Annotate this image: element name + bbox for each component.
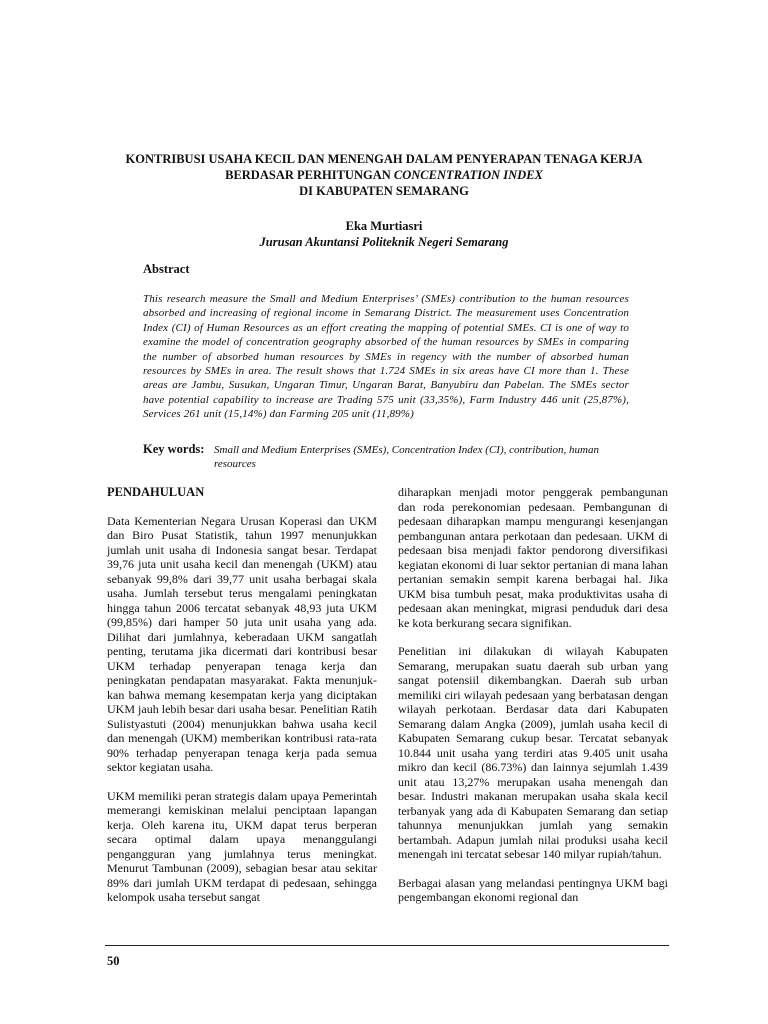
title-line-1: KONTRIBUSI USAHA KECIL DAN MENENGAH DALAM PENYERAPAN TENAGA KERJA <box>125 152 643 166</box>
left-column <box>107 485 377 919</box>
abstract-heading: Abstract <box>143 262 190 276</box>
right-column <box>398 485 668 919</box>
keywords-text: Small and Medium Enterprises (SMEs), Concentration Index (CI), contribution, human resources <box>214 444 599 470</box>
author-affiliation: Jurusan Akuntansi Politeknik Negeri Semarang <box>259 235 509 249</box>
title-line-3: DI KABUPATEN SEMARANG <box>299 184 469 198</box>
body-paragraph: Data Kementerian Negara Urusan Koperasi dan UKM dan Biro Pusat Statistik, tahun 1997 menunjukkan jumlah unit usaha di Indonesia sangat besar. Terdapat 39,76 juta unit usaha kecil dan menengah (UKM) atau sebanyak 99,8% dari 39,77 unit usaha berbagai skala usaha. Jumlah tersebut terus mengalami peningkatan hingga tahun 2006 tercatat sebanyak 48,93 juta UKM (99,85%) dari hamper 50 juta unit usaha yang ada. Dilihat dari jumlahnya, keberadaan UKM sangatlah penting, terutama jika dicermati dari kontribusi besar UKM terhadap penyerapan tenaga kerja dan peningkatan pendapatan masyarakat. Fakta menunjuk-kan bahwa memang kesempatan kerja yang diciptakan UKM jauh lebih besar dari usaha besar. Penelitian Ratih Sulistyastuti (2004) menunjukkan bahwa usaha kecil dan menengah (UKM) memberikan kontribusi rata-rata 90% terhadap penyerapan tenaga kerja pada semua sektor kegiatan usaha. <box>107 513 377 774</box>
title-line-2-italic: CONCENTRATION INDEX <box>393 168 543 182</box>
title-line-2-prefix: BERDASAR PERHITUNGAN <box>225 168 394 182</box>
body-paragraph: Penelitian ini dilakukan di wilayah Kabupaten Semarang, merupakan suatu daerah sub urban yang sangat potensiil dikembangkan. Daerah sub urban memiliki ciri wilayah pedesaan yang berbatasan dengan wilayah perkotaan. Berdasar data dari Kabupaten Semarang dalam Angka (2009), jumlah usaha kecil di Kabupaten Semarang cukup besar. Tercatat sebanyak 10.844 unit usaha yang terdiri atas 9.405 unit usaha mikro dan kecil (86.73%) dan lainnya sejumlah 1.439 unit atau 13,27% merupakan usaha menengah dan besar. Industri makanan merupakan usaha skala kecil terbanyak yang ada di Kabupaten Semarang dan setiap tahunnya menunjukkan jumlah yang semakin bertambah. Adapun jumlah nilai produksi usaha kecil menengah ini tercatat sebesar 140 milyar rupiah/tahun. <box>398 644 668 861</box>
abstract-body: This research measure the Small and Medium Enterprises’ (SMEs) contribution to the human resources absorbed and increasing of regional income in Semarang District. The measurement uses Concentration Index (CI) of Human Resources as an effort creating the mapping of potential SMEs. CI is one of way to examine the model of concentration geography absorbed of the human resources by SMEs in comparing the number of absorbed human resources by SMEs in regency with the number of absorbed human resources by SMEs in area. The result shows that 1.724 SMEs in six areas have CI more than 1. These areas are Jambu, Susukan, Ungaran Timur, Ungaran Barat, Banyubiru dan Pabelan. The SMEs sector have potential capability to increase are Trading 575 unit (33,35%), Farm Industry 446 unit (25,87%), Services 261 unit (15,14%) dan Farming 205 unit (11,89%) <box>143 293 629 421</box>
body-paragraph: Berbagai alasan yang melandasi pentingnya UKM bagi pengembangan ekonomi regional dan <box>398 875 668 904</box>
paper-title <box>60 151 708 199</box>
footer-divider <box>105 945 669 946</box>
body-paragraph: diharapkan menjadi motor penggerak pembangunan dan roda perekonomian pedesaan. Pembangunan di pedesaan diharapkan mampu mengurangi kesenjangan pembangunan antara perkotaan dan pedesaan. UKM di pedesaan bisa menjadi faktor pendorong diversifikasi kegiatan ekonomi di luar sektor pertanian di mana lahan pertanian semakin sempit karena berbagai hal. Jika UKM bisa tumbuh pesat, maka produktivitas usaha di pedesaan akan meningkat, migrasi penduduk dari desa ke kota berkurang secara signifikan. <box>398 485 668 630</box>
author-name: Eka Murtiasri <box>345 219 423 233</box>
title-line-2 <box>60 167 708 183</box>
page-number: 50 <box>107 954 120 968</box>
body-paragraph: UKM memiliki peran strategis dalam upaya Pemerintah memerangi kemiskinan melalui penciptaan lapangan kerja. Oleh karena itu, UKM dapat terus berperan secara optimal dalam upaya menanggulangi pengangguran yang jumlahnya terus meningkat. Menurut Tambunan (2009), sebagian besar atau sekitar 89% dari jumlah UKM terdapat di pedesaan, sehingga kelompok usaha tersebut sangat <box>107 788 377 904</box>
keywords-label: Key words: <box>143 442 205 456</box>
section-heading-pendahuluan: PENDAHULUAN <box>107 485 205 499</box>
